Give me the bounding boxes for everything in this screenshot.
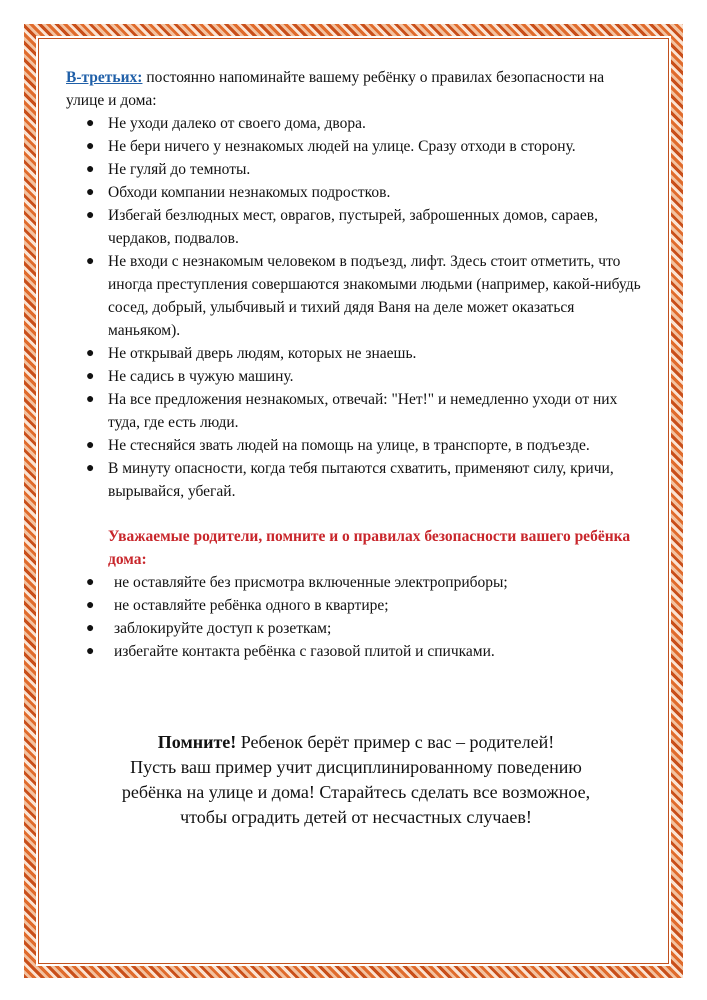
rule-text: заблокируйте доступ к розеткам; (114, 620, 332, 637)
intro-paragraph (66, 66, 646, 112)
list-item (66, 204, 646, 250)
bullet-icon: ● (86, 369, 95, 384)
list-item (66, 617, 646, 640)
rule-text: Обходи компании незнакомых подростков. (108, 184, 391, 201)
rule-text: В минуту опасности, когда тебя пытаются схватить, применяют силу, кричи, вырывайся, убегай. (108, 460, 614, 500)
list-item (66, 158, 646, 181)
closing-line-3: ребёнка на улице и дома! Старайтесь сделать все возможное, (121, 782, 591, 802)
bullet-icon: ● (86, 575, 95, 590)
bullet-icon: ● (86, 438, 95, 453)
list-item (66, 571, 646, 594)
list-item (66, 181, 646, 204)
list-item (66, 434, 646, 457)
bullet-icon: ● (86, 185, 95, 200)
list-item (66, 640, 646, 663)
intro-text: постоянно напоминайте вашему ребёнку о правилах безопасности на улице и дома: (66, 69, 605, 109)
closing-bold: Помните! (157, 732, 237, 752)
closing-message (66, 730, 646, 830)
bullet-icon: ● (86, 621, 95, 636)
list-item (66, 388, 646, 434)
closing-line-1 (66, 730, 646, 755)
bullet-icon: ● (86, 598, 95, 613)
rule-text: Не гуляй до темноты. (108, 161, 251, 178)
bullet-icon: ● (86, 346, 95, 361)
closing-line-4: чтобы оградить детей от несчастных случаев! (180, 807, 532, 827)
rule-text: Не входи с незнакомым человеком в подъезд, лифт. Здесь стоит отметить, что иногда преступления совершаются знакомыми людьми (например, какой-нибудь сосед, добрый, улыбчивый и тихий дядя Ваня на деле может оказаться маньяком). (108, 253, 641, 339)
bullet-icon: ● (86, 392, 95, 407)
list-item (66, 135, 646, 158)
rule-text: Не садись в чужую машину. (108, 368, 294, 385)
rule-text: Не открывай дверь людям, которых не знаешь. (108, 345, 417, 362)
bullet-icon: ● (86, 139, 95, 154)
parents-heading: Уважаемые родители, помните и о правилах безопасности вашего ребёнка дома: (108, 528, 631, 568)
rule-text: не оставляйте без присмотра включенные электроприборы; (114, 574, 508, 591)
home-rules-list (66, 571, 646, 663)
bullet-icon: ● (86, 162, 95, 177)
intro-label: В-третьих: (66, 69, 143, 86)
list-item (66, 594, 646, 617)
rule-text: На все предложения незнакомых, отвечай: "Нет!" и немедленно уходи от них туда, где есть люди. (108, 391, 618, 431)
list-item (66, 342, 646, 365)
bullet-icon: ● (86, 461, 95, 476)
list-item (66, 457, 646, 503)
document-body (66, 66, 646, 663)
bullet-icon: ● (86, 254, 95, 269)
rule-text: Не стесняйся звать людей на помощь на улице, в транспорте, в подъезде. (108, 437, 590, 454)
bullet-icon: ● (86, 644, 95, 659)
rule-text: не оставляйте ребёнка одного в квартире; (114, 597, 389, 614)
rule-text: Не уходи далеко от своего дома, двора. (108, 115, 366, 132)
bullet-icon: ● (86, 116, 95, 131)
closing-line-1-text: Ребенок берёт пример с вас – родителей! (236, 732, 555, 752)
street-rules-list (66, 112, 646, 503)
list-item (66, 365, 646, 388)
bullet-icon: ● (86, 208, 95, 223)
rule-text: Избегай безлюдных мест, оврагов, пустырей, заброшенных домов, сараев, чердаков, подвалов. (108, 207, 598, 247)
rule-text: избегайте контакта ребёнка с газовой плитой и спичками. (114, 643, 495, 660)
rule-text: Не бери ничего у незнакомых людей на улице. Сразу отходи в сторону. (108, 138, 576, 155)
list-item (66, 250, 646, 342)
list-item (66, 112, 646, 135)
closing-line-2: Пусть ваш пример учит дисциплинированному поведению (130, 757, 582, 777)
